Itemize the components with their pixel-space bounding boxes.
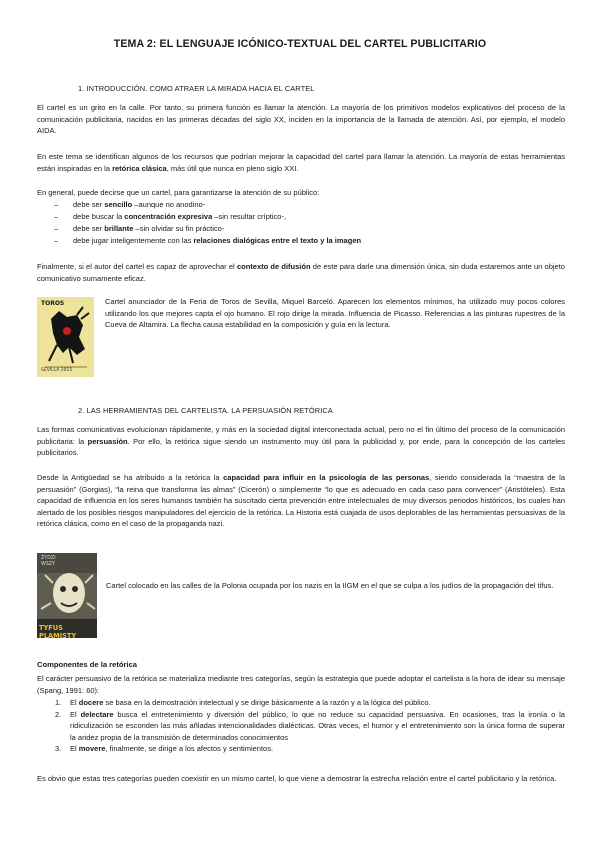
list-item: – debe jugar inteligentemente con las relaciones dialógicas entre el texto y la imagen (54, 236, 362, 245)
bullet-list (37, 199, 565, 247)
components-heading: Componentes de la retórica (37, 660, 138, 669)
poster-bottom-text: TYFUS PLAMISTY (39, 624, 77, 638)
list-item: 1. El docere se basa en la demostración intelectual y se dirige básicamente a la razón y a la lógica del público. (55, 698, 431, 707)
page-title: TEMA 2: EL LENGUAJE ICÓNICO-TEXTUAL DEL CARTEL PUBLICITARIO (113, 38, 487, 50)
typhus-poster-image (37, 553, 97, 638)
components-closing: Es obvio que estas tres categorías pueden coexistir en un mismo cartel, lo que viene a demostrar la estrecha relación entre el cartel publicitario y la retórica. (37, 774, 557, 783)
bull-poster-graphic (37, 297, 94, 377)
section-2-paragraph-1: Las formas comunicativas evolucionan rápidamente, y más en la sociedad digital interconectada actual, pero no el fin último del proceso de la comunicación publicitaria: la persuasión. Por ello, la retórica sigue siendo un instrumento muy útil para la publicidad y, por ende, para la concepción de los carteles publicitarios. (37, 425, 565, 458)
poster-top-text: ŻYDZI WSZY (41, 556, 56, 567)
typhus-poster-caption: Cartel colocado en las calles de la Polonia ocupada por los nazis en la IIGM en el que se culpa a los judíos de la propagación del tifus. (106, 581, 554, 590)
numbered-list (37, 697, 565, 755)
poster-bottom-text: SEVILLA 2015 (41, 368, 73, 373)
components-intro: El carácter persuasivo de la retórica se materializa mediante tres categorías, según la estrategia que puede adoptar el cartelista a la hora de idear su mensaje (Spang, 1991: 60): (37, 674, 565, 695)
bull-poster-image (37, 297, 94, 377)
section-1-paragraph-1: El cartel es un grito en la calle. Por tanto, su primera función es llamar la atención. La mayoría de los primitivos modelos explicativos del proceso de la comunicación publicitaria, nacidos en las primeras décadas del siglo XX, inciden en la importancia de la llamada de atención. Así, por ejemplo, el modelo AIDA. (37, 103, 565, 136)
section-1-paragraph-3: En general, puede decirse que un cartel, para garantizarse la atención de su público: (37, 188, 320, 197)
section-2-heading: 2. LAS HERRAMIENTAS DEL CARTELISTA. LA PERSUASIÓN RETÓRICA (78, 406, 333, 415)
list-item: – debe ser brillante –sin olvidar su fin práctico- (54, 224, 225, 233)
section-1-paragraph-4: Finalmente, si el autor del cartel es capaz de aprovechar el contexto de difusión de este para darle una dimensión única, sin duda estaremos ante un objeto comunicativo sumamente eficaz. (37, 262, 565, 283)
list-item: – debe buscar la concentración expresiva –sin resultar críptico-, (54, 212, 287, 221)
poster-top-text: TOROS (41, 300, 65, 307)
section-2-paragraph-2: Desde la Antigüedad se ha atribuido a la retórica la capacidad para influir en la psicología de las personas, siendo considerada la “maestra de la persuasión” (Gorgias), “la reina que transforma las almas” (Cicerón) o simplemente “lo que es adecuado en cada caso para convencer” (Aristóteles). Esta capacidad de influencia en los seres humanos también ha suscitado cierta prevención entre intelectuales de muy diversos periodos históricos, los cuales han alertado de los posibles riesgos manipuladores del ejercicio de la retórica. La Historia está cuajada de usos deplorables de las herramientas persuasivas de la retórica clásica, como en el caso de la propaganda nazi. (37, 473, 566, 529)
list-item: – debe ser sencillo –aunque no anodino- (54, 200, 206, 209)
section-1-heading: 1. INTRODUCCIÓN. COMO ATRAER LA MIRADA HACIA EL CARTEL (78, 84, 315, 93)
section-1-paragraph-2: En este tema se identifican algunos de los recursos que podrían mejorar la capacidad del cartel para llamar la atención. La mayoría de estas herramientas están inspiradas en la retórica clásica, más útil que nunca en pleno siglo XXI. (37, 152, 565, 173)
bull-poster-caption: Cartel anunciador de la Feria de Toros de Sevilla, Miquel Barceló. Aparecen los elementos mínimos, ha utilizado muy pocos colores utilizando los que mejores capta el ojo humano. El rojo dirige la mirada. Influencia de Picasso. Referencias a las pinturas rupestres de la Cueva de Altamira. La flecha causa estabilidad en la composición y guía en la lectura. (105, 297, 565, 330)
list-item: 2. El delectare busca el entretenimiento y diversión del público, lo que no reduce su capacidad persuasiva. En ocasiones, tras la ironía o la ridiculización se esconden las más añladas intencionalidades dialécticas. Otras veces, el humor y el entretenimiento son la única forma de superar la aridez propia de la transmisión de determinados conocimientos (55, 709, 565, 742)
list-item: 3. El movere, finalmente, se dirige a los afectos y sentimientos. (55, 744, 274, 754)
